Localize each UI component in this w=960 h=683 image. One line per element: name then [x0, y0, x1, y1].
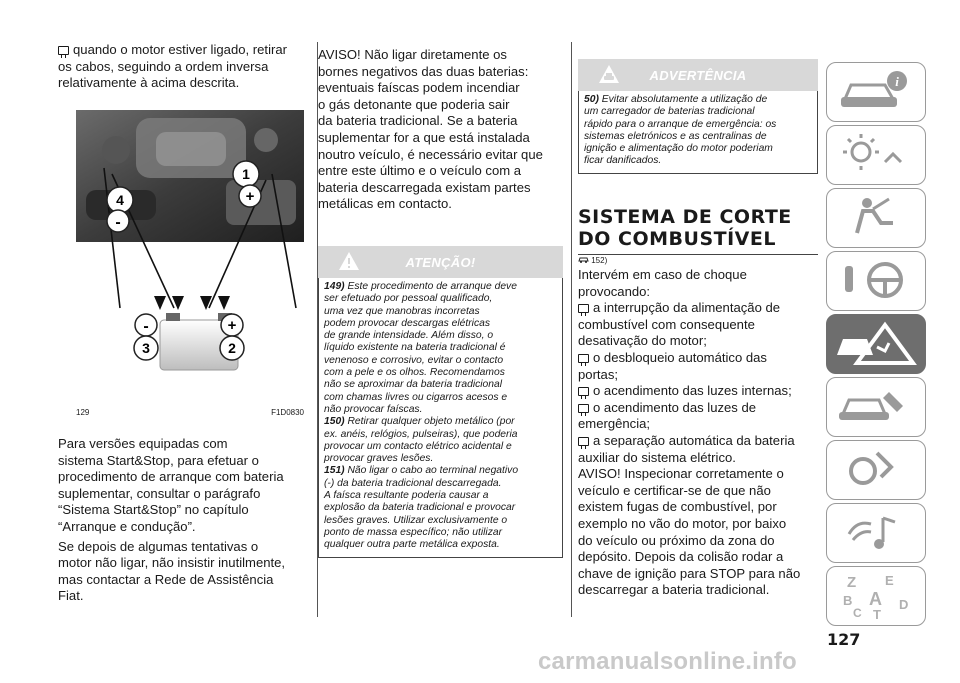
- fuel-cutoff-text: [578, 254, 818, 599]
- svg-text:+: +: [245, 188, 255, 205]
- intro-text: quando o motor estiver ligado, retirar os cabos, seguindo a ordem inversa relativamente à acima descrita.: [58, 42, 287, 91]
- jump-start-figure: [76, 110, 304, 400]
- page-title: SISTEMA DE CORTE DO COMBUSTÍVEL: [578, 206, 792, 250]
- car-service-icon: [827, 378, 923, 434]
- intro-paragraph: Intervém em caso de choque provocando:: [578, 267, 747, 299]
- svg-text:+: +: [227, 317, 237, 334]
- advertencia-box: [578, 59, 818, 174]
- svg-text:-: -: [115, 214, 121, 231]
- bullet-icon: [578, 387, 589, 396]
- attention-body: [318, 278, 563, 558]
- key-steering-icon: [827, 252, 923, 308]
- retry-paragraph: Se depois de algumas tentativas o motor não ligar, não insistir inutilmente, mas contactar a Rede de Assistência Fiat.: [58, 538, 286, 604]
- bullet-icon: [578, 437, 589, 446]
- figure-number: 129: [76, 408, 90, 417]
- tab-emergency[interactable]: [826, 314, 926, 374]
- advertencia-header: [578, 59, 818, 91]
- car-ref-icon: [578, 254, 589, 264]
- warning-paragraph: AVISO! Não ligar diretamente os bornes negativos das duas baterias: eventuais faíscas podem incendiar o gás detonante que poderia sair da bateria tradicional. Se a bateria suplementar for a que está instalada noutro veículo, é necessário evitar que entre este último e o veículo com a bateria descarregada existam partes metálicas em contacto.: [318, 47, 543, 212]
- svg-text:T: T: [873, 607, 881, 622]
- dashboard-lights-icon: [827, 126, 923, 182]
- multimedia-icon: [827, 504, 923, 560]
- bullet-list: a interrupção da alimentação de combustível com consequente desativação do motor; o desbloqueio automático das portas; o acendimento das luzes internas; o acendimento das luzes de emergência; a separação automática da bateria auxiliar do sistema elétrico.: [578, 300, 795, 465]
- bullet-icon: [578, 354, 589, 363]
- column-1-lower: [58, 436, 303, 605]
- svg-text:C: C: [853, 606, 862, 620]
- svg-text:B: B: [843, 593, 853, 608]
- tab-maintenance[interactable]: [826, 377, 926, 437]
- svg-text:A: A: [869, 589, 882, 609]
- car-info-icon: [827, 63, 923, 119]
- tab-starting-driving[interactable]: [826, 251, 926, 311]
- tab-dashboard-lights[interactable]: [826, 125, 926, 185]
- tab-tech-data[interactable]: [826, 440, 926, 500]
- airbag-seat-icon: [827, 189, 923, 245]
- section-heading: [578, 206, 818, 255]
- advertencia-title: ADVERTÊNCIA: [649, 68, 747, 83]
- svg-text:-: -: [143, 318, 149, 335]
- tech-data-icon: [827, 441, 923, 497]
- svg-text:3: 3: [142, 340, 150, 356]
- ref-note: 152): [578, 254, 818, 265]
- page-number: 127: [827, 630, 861, 649]
- note-151: 151) Não ligar o cabo ao terminal negativo (-) da bateria tradicional descarregada. A faísca resultante poderia causar a explosão da bateria tradicional e provocar lesões graves. Utilizar exclusivamente o ponto de massa específico; não utilizar qualquer outra parte metálica exposta.: [324, 465, 519, 551]
- tab-safety[interactable]: [826, 188, 926, 248]
- svg-text:E: E: [885, 573, 894, 588]
- column-2: [318, 47, 563, 213]
- bullet-icon: [578, 304, 589, 313]
- svg-text:D: D: [899, 597, 909, 612]
- tab-index[interactable]: [826, 566, 926, 626]
- battery-connection-diagram: [76, 110, 304, 400]
- note-149: 149) Este procedimento de arranque deve ser efetuado por pessoal qualificado, uma vez que manobras incorretas podem provocar descargas elétricas de grande intensidade. Além disso, o líquido existente na bateria tradicional é venenoso e corrosivo, evitar o contacto com a pele e os olhos. Recomendamos não se aproximar da bateria tradicional com chamas livres ou cigarros acesos e não provocar faíscas.: [324, 281, 517, 415]
- bullet-icon: [58, 46, 69, 55]
- attention-title: ATENÇÃO!: [405, 255, 476, 270]
- svg-text:i: i: [895, 74, 899, 89]
- attention-header: [318, 246, 563, 278]
- bullet-icon: [578, 404, 589, 413]
- tab-car-info[interactable]: [826, 62, 926, 122]
- svg-text:2: 2: [228, 340, 236, 356]
- figure-caption: [76, 408, 304, 417]
- svg-text:Z: Z: [847, 574, 857, 591]
- svg-text:1: 1: [242, 166, 250, 182]
- attention-box: [318, 246, 563, 558]
- watermark: carmanualsonline.info: [538, 648, 797, 675]
- startstop-paragraph: Para versões equipadas com sistema Start&Stop, para efetuar o procedimento de arranque com bateria suplementar, consultar o parágrafo “Sistema Start&Stop” no capítulo “Arranque e condução”.: [58, 436, 284, 534]
- emergency-icon: [827, 315, 923, 371]
- figure-code: F1D0830: [271, 408, 304, 417]
- column-divider: [571, 42, 572, 617]
- note-150: 150) Retirar qualquer objeto metálico (por ex. anéis, relógios, pulseiras), que poderia provocar um contacto elétrico acidental e provocar graves lesões.: [324, 416, 518, 465]
- svg-text:4: 4: [116, 192, 124, 208]
- column-1: [58, 42, 303, 92]
- inspection-paragraph: AVISO! Inspecionar corretamente o veículo e certificar-se de que não existem fugas de combustível, por exemplo no vão do motor, por baixo do veículo ou próximo da zona do depósito. Depois da colisão rodar a chave de ignição para STOP para não descarregar a bateria tradicional.: [578, 466, 801, 598]
- tab-multimedia[interactable]: [826, 503, 926, 563]
- index-icon: [827, 567, 923, 623]
- advertencia-body: 50) Evitar absolutamente a utilização de um carregador de baterias tradicional rápido para o arranque de emergência: os sistemas eletrónicos e as centralinas de ignição e alimentação do motor poderiam ficar danificados.: [578, 91, 818, 174]
